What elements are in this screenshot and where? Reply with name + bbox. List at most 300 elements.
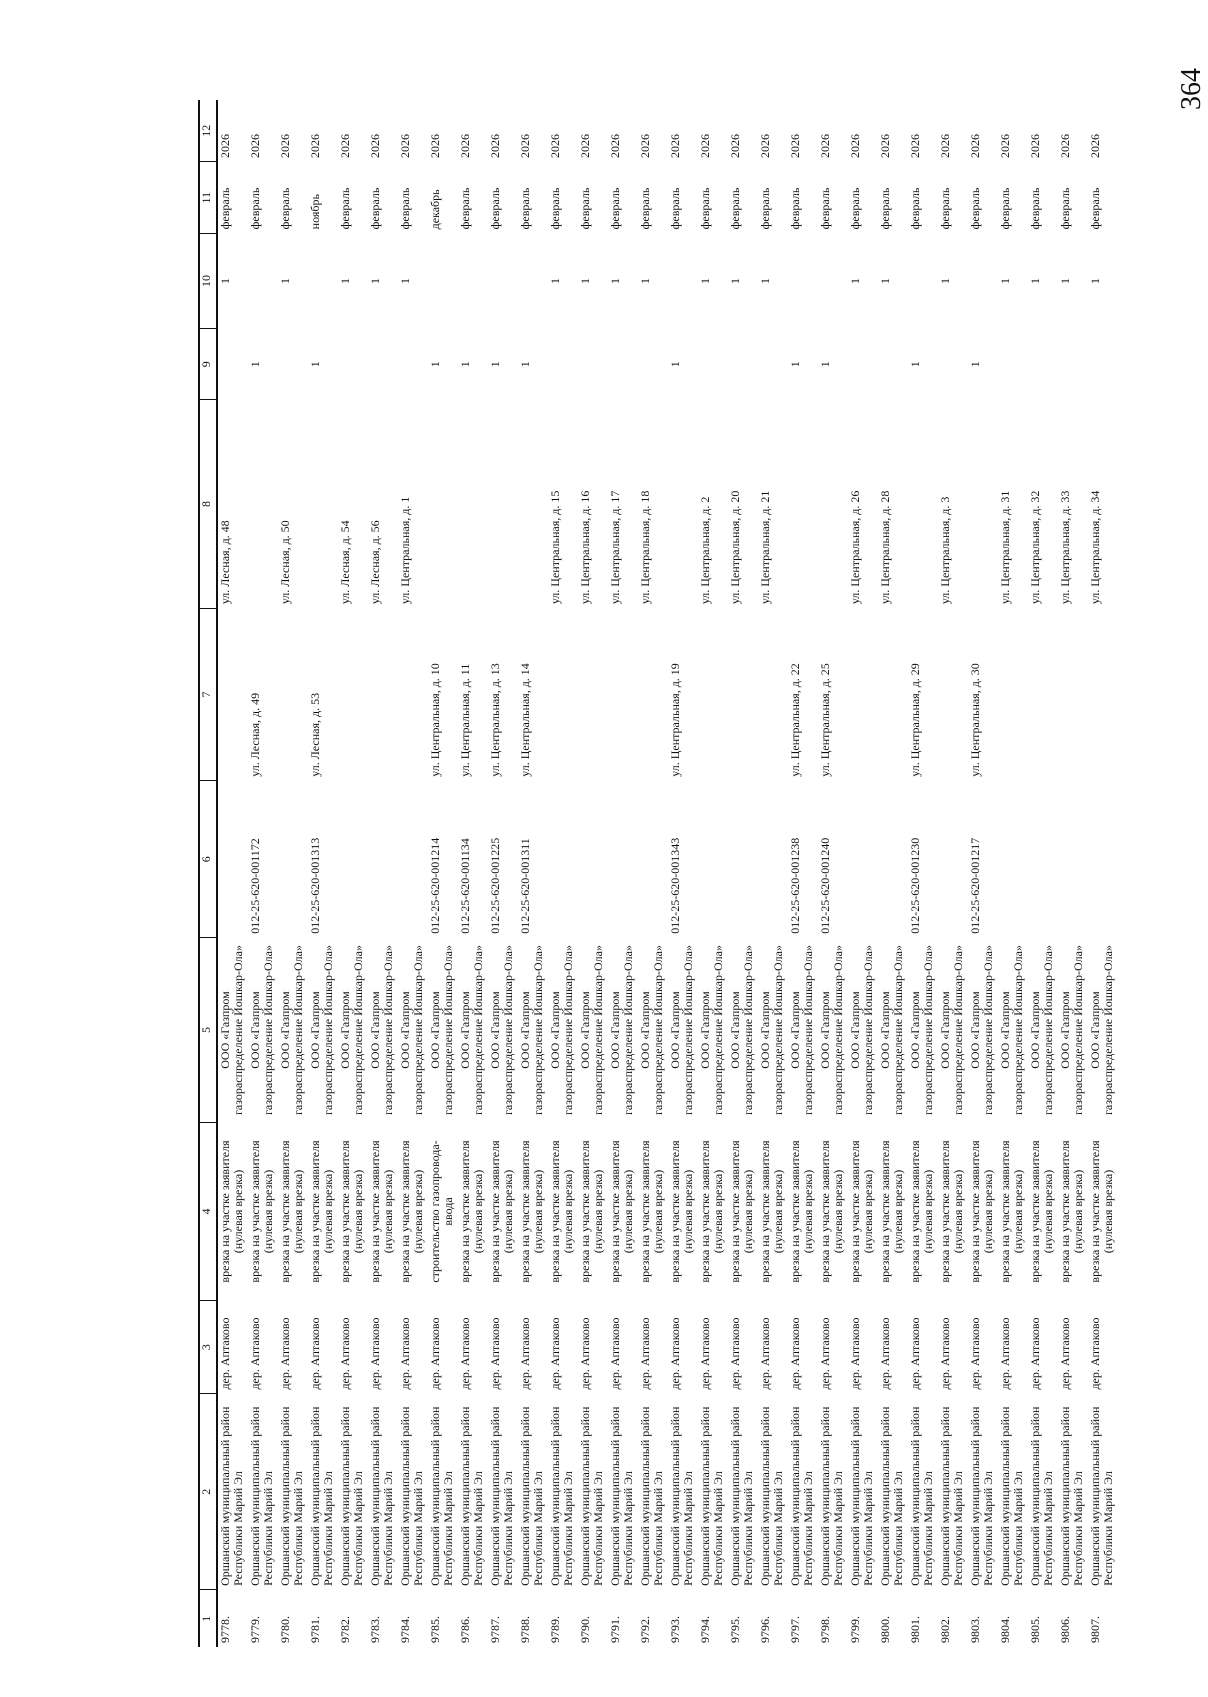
application-code-cell — [998, 781, 1028, 938]
year-cell: 2026 — [818, 133, 832, 158]
application-code-cell — [1088, 781, 1118, 938]
row-number-cell: 9792. — [638, 1616, 652, 1643]
count-cell: 1 — [518, 361, 532, 368]
count-cell — [668, 233, 698, 328]
district-cell: Оршанский муниципальный район Республики Марий Эл — [248, 1406, 275, 1586]
district-cell: Оршанский муниципальный район Республики Марий Эл — [818, 1406, 845, 1586]
month-cell: февраль — [968, 187, 982, 230]
table-row — [698, 100, 728, 1647]
month-cell: февраль — [908, 187, 922, 230]
row-number-cell: 9785. — [428, 1616, 442, 1643]
work-type-cell: врезка на участке заявителя (нулевая врезка) — [788, 1140, 815, 1283]
month-cell: декабрь — [428, 189, 442, 230]
village-cell: дер. Аптаково — [968, 1317, 982, 1390]
district-cell: Оршанский муниципальный район Республики Марий Эл — [488, 1406, 515, 1586]
district-cell: Оршанский муниципальный район Республики Марий Эл — [308, 1406, 335, 1586]
row-number-cell: 9788. — [518, 1616, 532, 1643]
application-code-cell — [278, 781, 308, 938]
organization-cell: ООО «Газпром газораспределение Йошкар-Ола» — [818, 945, 845, 1115]
month-cell: февраль — [458, 187, 472, 230]
row-number-cell: 9787. — [488, 1616, 502, 1643]
application-code-cell — [938, 781, 968, 938]
year-cell: 2026 — [758, 133, 772, 158]
year-cell: 2026 — [308, 133, 322, 158]
year-cell: 2026 — [338, 133, 352, 158]
work-type-cell: врезка на участке заявителя (нулевая врезка) — [578, 1140, 605, 1283]
count-cell: 1 — [818, 361, 832, 368]
row-number-cell: 9782. — [338, 1616, 352, 1643]
address-cell — [728, 608, 758, 781]
application-code-cell — [698, 781, 728, 938]
year-cell: 2026 — [368, 133, 382, 158]
table-row — [217, 100, 248, 1647]
organization-cell: ООО «Газпром газораспределение Йошкар-Ола» — [578, 945, 605, 1115]
table-row — [968, 100, 998, 1647]
village-cell: дер. Аптаково — [1028, 1317, 1042, 1390]
column-header: 10 — [199, 233, 217, 328]
table-row — [248, 100, 278, 1647]
district-cell: Оршанский муниципальный район Республики Марий Эл — [668, 1406, 695, 1586]
count-cell: 1 — [218, 277, 232, 284]
row-number-cell: 9802. — [938, 1616, 952, 1643]
application-code-cell: 012-25-620-001217 — [968, 837, 982, 934]
village-cell: дер. Аптаково — [818, 1317, 832, 1390]
year-cell: 2026 — [698, 133, 712, 158]
table-row — [758, 100, 788, 1647]
count-cell: 1 — [788, 361, 802, 368]
address-cell: ул. Центральная, д. 13 — [488, 663, 502, 777]
village-cell: дер. Аптаково — [278, 1317, 292, 1390]
address-cell: ул. Лесная, д. 56 — [368, 520, 382, 605]
year-cell: 2026 — [428, 133, 442, 158]
organization-cell: ООО «Газпром газораспределение Йошкар-Ола» — [848, 945, 875, 1115]
application-code-cell — [878, 781, 908, 938]
organization-cell: ООО «Газпром газораспределение Йошкар-Ола» — [608, 945, 635, 1115]
year-cell: 2026 — [608, 133, 622, 158]
application-code-cell — [578, 781, 608, 938]
address-cell — [638, 608, 668, 781]
count-cell — [1088, 329, 1118, 400]
application-code-cell: 012-25-620-001172 — [248, 838, 262, 934]
village-cell: дер. Аптаково — [998, 1317, 1012, 1390]
count-cell: 1 — [638, 277, 652, 284]
row-number-cell: 9796. — [758, 1616, 772, 1643]
work-type-cell: врезка на участке заявителя (нулевая врезка) — [518, 1140, 545, 1283]
district-cell: Оршанский муниципальный район Республики Марий Эл — [458, 1406, 485, 1586]
address-cell: ул. Центральная, д. 31 — [998, 490, 1012, 605]
organization-cell: ООО «Газпром газораспределение Йошкар-Ола» — [308, 945, 335, 1115]
count-cell — [698, 329, 728, 400]
table-row — [728, 100, 758, 1647]
count-cell: 1 — [1058, 277, 1072, 284]
organization-cell: ООО «Газпром газораспределение Йошкар-Ола» — [878, 945, 905, 1115]
table-row — [428, 100, 458, 1647]
year-cell: 2026 — [398, 133, 412, 158]
work-type-cell: врезка на участке заявителя (нулевая врезка) — [758, 1140, 785, 1283]
address-cell: ул. Центральная, д. 1 — [398, 496, 412, 605]
district-cell: Оршанский муниципальный район Республики Марий Эл — [698, 1406, 725, 1586]
work-type-cell: врезка на участке заявителя (нулевая врезка) — [308, 1140, 335, 1283]
row-number-cell: 9779. — [248, 1616, 262, 1643]
table-row — [848, 100, 878, 1647]
row-number-cell: 9791. — [608, 1616, 622, 1643]
village-cell: дер. Аптаково — [698, 1317, 712, 1390]
count-cell: 1 — [1028, 277, 1042, 284]
work-type-cell: врезка на участке заявителя (нулевая врезка) — [668, 1140, 695, 1283]
district-cell: Оршанский муниципальный район Республики Марий Эл — [728, 1406, 755, 1586]
organization-cell: ООО «Газпром газораспределение Йошкар-Ола» — [968, 945, 995, 1115]
application-code-cell — [338, 781, 368, 938]
count-cell: 1 — [668, 361, 682, 368]
application-code-cell: 012-25-620-001311 — [518, 838, 532, 934]
address-cell: ул. Лесная, д. 49 — [248, 692, 262, 777]
organization-cell: ООО «Газпром газораспределение Йошкар-Ола» — [758, 945, 785, 1115]
row-number-cell: 9807. — [1088, 1616, 1102, 1643]
district-cell: Оршанский муниципальный район Республики Марий Эл — [758, 1406, 785, 1586]
application-code-cell: 012-25-620-001225 — [488, 837, 502, 934]
district-cell: Оршанский муниципальный район Республики Марий Эл — [518, 1406, 545, 1586]
table-row — [458, 100, 488, 1647]
address-cell — [248, 400, 278, 608]
count-cell — [518, 233, 548, 328]
work-type-cell: врезка на участке заявителя (нулевая врезка) — [638, 1140, 665, 1283]
count-cell — [428, 233, 458, 328]
column-header: 3 — [199, 1301, 217, 1394]
address-cell — [548, 608, 578, 781]
village-cell: дер. Аптаково — [638, 1317, 652, 1390]
village-cell: дер. Аптаково — [248, 1317, 262, 1390]
address-cell: ул. Центральная, д. 29 — [908, 663, 922, 777]
table-row — [398, 100, 428, 1647]
address-cell: ул. Центральная, д. 28 — [878, 490, 892, 605]
work-type-cell: врезка на участке заявителя (нулевая врезка) — [398, 1140, 425, 1283]
address-cell — [608, 608, 638, 781]
count-cell — [818, 233, 848, 328]
count-cell — [758, 329, 788, 400]
month-cell: февраль — [578, 187, 592, 230]
district-cell: Оршанский муниципальный район Республики Марий Эл — [548, 1406, 575, 1586]
village-cell: дер. Аптаково — [488, 1317, 502, 1390]
address-cell — [938, 608, 968, 781]
count-cell — [968, 233, 998, 328]
application-code-cell: 012-25-620-001230 — [908, 837, 922, 934]
table-row — [1088, 100, 1118, 1647]
year-cell: 2026 — [548, 133, 562, 158]
work-type-cell: врезка на участке заявителя (нулевая врезка) — [548, 1140, 575, 1283]
month-cell: февраль — [848, 187, 862, 230]
table-row — [788, 100, 818, 1647]
year-cell: 2026 — [908, 133, 922, 158]
address-cell — [788, 400, 818, 608]
village-cell: дер. Аптаково — [428, 1317, 442, 1390]
year-cell: 2026 — [728, 133, 742, 158]
year-cell: 2026 — [638, 133, 652, 158]
organization-cell: ООО «Газпром газораспределение Йошкар-Ола» — [398, 945, 425, 1115]
month-cell: февраль — [1028, 187, 1042, 230]
row-number-cell: 9804. — [998, 1616, 1012, 1643]
address-cell: ул. Центральная, д. 16 — [578, 490, 592, 605]
month-cell: февраль — [218, 187, 232, 230]
count-cell — [248, 233, 278, 328]
month-cell: февраль — [248, 187, 262, 230]
address-cell: ул. Центральная, д. 11 — [458, 663, 472, 777]
village-cell: дер. Аптаково — [548, 1317, 562, 1390]
address-cell — [398, 608, 428, 781]
organization-cell: ООО «Газпром газораспределение Йошкар-Ола» — [728, 945, 755, 1115]
count-cell — [338, 329, 368, 400]
work-type-cell: врезка на участке заявителя (нулевая врезка) — [248, 1140, 275, 1283]
column-header: 7 — [199, 608, 217, 781]
row-number-cell: 9783. — [368, 1616, 382, 1643]
year-cell: 2026 — [848, 133, 862, 158]
address-cell — [488, 400, 518, 608]
month-cell: февраль — [398, 187, 412, 230]
page-number: 364 — [1176, 68, 1207, 110]
count-cell: 1 — [338, 277, 352, 284]
address-cell — [1088, 608, 1118, 781]
year-cell: 2026 — [1028, 133, 1042, 158]
village-cell: дер. Аптаково — [218, 1317, 232, 1390]
column-header: 6 — [199, 781, 217, 938]
address-cell: ул. Центральная, д. 34 — [1088, 490, 1102, 605]
organization-cell: ООО «Газпром газораспределение Йошкар-Ола» — [428, 945, 455, 1115]
count-cell: 1 — [938, 277, 952, 284]
address-cell — [458, 400, 488, 608]
month-cell: февраль — [698, 187, 712, 230]
application-code-cell — [848, 781, 878, 938]
count-cell — [848, 329, 878, 400]
month-cell: февраль — [788, 187, 802, 230]
count-cell: 1 — [428, 361, 442, 368]
address-cell — [1028, 608, 1058, 781]
month-cell: февраль — [278, 187, 292, 230]
rotated-table-sheet — [198, 100, 1182, 1647]
count-cell: 1 — [488, 361, 502, 368]
year-cell: 2026 — [218, 133, 232, 158]
address-cell: ул. Центральная, д. 2 — [698, 496, 712, 605]
village-cell: дер. Аптаково — [788, 1317, 802, 1390]
table-row — [1028, 100, 1058, 1647]
application-code-cell: 012-25-620-001214 — [428, 837, 442, 934]
table-row — [548, 100, 578, 1647]
row-number-cell: 9798. — [818, 1616, 832, 1643]
month-cell: февраль — [728, 187, 742, 230]
application-code-cell: 012-25-620-001238 — [788, 837, 802, 934]
organization-cell: ООО «Газпром газораспределение Йошкар-Ола» — [998, 945, 1025, 1115]
application-code-cell — [1058, 781, 1088, 938]
month-cell: ноябрь — [308, 194, 322, 230]
organization-cell: ООО «Газпром газораспределение Йошкар-Ола» — [368, 945, 395, 1115]
village-cell: дер. Аптаково — [368, 1317, 382, 1390]
count-cell: 1 — [998, 277, 1012, 284]
month-cell: февраль — [608, 187, 622, 230]
address-cell: ул. Центральная, д. 14 — [518, 663, 532, 777]
count-cell — [578, 329, 608, 400]
column-header: 5 — [199, 938, 217, 1122]
address-cell — [368, 608, 398, 781]
district-cell: Оршанский муниципальный район Республики Марий Эл — [638, 1406, 665, 1586]
count-cell: 1 — [878, 277, 892, 284]
application-code-cell — [398, 781, 428, 938]
organization-cell: ООО «Газпром газораспределение Йошкар-Ола» — [1058, 945, 1085, 1115]
count-cell: 1 — [968, 361, 982, 368]
month-cell: февраль — [638, 187, 652, 230]
header-row — [199, 100, 217, 1647]
count-cell: 1 — [308, 361, 322, 368]
table-row — [668, 100, 698, 1647]
address-cell: ул. Центральная, д. 25 — [818, 663, 832, 777]
village-cell: дер. Аптаково — [938, 1317, 952, 1390]
year-cell: 2026 — [488, 133, 502, 158]
count-cell: 1 — [758, 277, 772, 284]
address-cell — [908, 400, 938, 608]
table-row — [1058, 100, 1088, 1647]
month-cell: февраль — [1058, 187, 1072, 230]
table-row — [578, 100, 608, 1647]
table-row — [938, 100, 968, 1647]
row-number-cell: 9789. — [548, 1616, 562, 1643]
work-type-cell: врезка на участке заявителя (нулевая врезка) — [998, 1140, 1025, 1283]
table-row — [278, 100, 308, 1647]
address-cell: ул. Центральная, д. 21 — [758, 490, 772, 605]
column-header: 4 — [199, 1122, 217, 1301]
count-cell: 1 — [848, 277, 862, 284]
count-cell — [548, 329, 578, 400]
organization-cell: ООО «Газпром газораспределение Йошкар-Ола» — [908, 945, 935, 1115]
district-cell: Оршанский муниципальный район Республики Марий Эл — [338, 1406, 365, 1586]
count-cell: 1 — [548, 277, 562, 284]
column-header: 1 — [199, 1590, 217, 1647]
work-type-cell: врезка на участке заявителя (нулевая врезка) — [968, 1140, 995, 1283]
address-cell: ул. Лесная, д. 53 — [308, 692, 322, 777]
organization-cell: ООО «Газпром газораспределение Йошкар-Ола» — [668, 945, 695, 1115]
work-type-cell: строительство газопровода-ввода — [428, 1140, 455, 1283]
count-cell: 1 — [578, 277, 592, 284]
address-cell: ул. Центральная, д. 17 — [608, 490, 622, 605]
year-cell: 2026 — [518, 133, 532, 158]
column-header: 9 — [199, 329, 217, 400]
address-cell: ул. Лесная, д. 48 — [218, 520, 232, 605]
application-code-cell — [758, 781, 788, 938]
address-cell — [278, 608, 308, 781]
schedule-table — [198, 100, 1118, 1647]
address-cell — [878, 608, 908, 781]
application-code-cell — [548, 781, 578, 938]
district-cell: Оршанский муниципальный район Республики Марий Эл — [578, 1406, 605, 1586]
address-cell: ул. Центральная, д. 33 — [1058, 490, 1072, 605]
application-code-cell — [728, 781, 758, 938]
address-cell — [848, 608, 878, 781]
district-cell: Оршанский муниципальный район Республики Марий Эл — [908, 1406, 935, 1586]
count-cell: 1 — [398, 277, 412, 284]
address-cell: ул. Центральная, д. 3 — [938, 496, 952, 605]
year-cell: 2026 — [1058, 133, 1072, 158]
village-cell: дер. Аптаково — [458, 1317, 472, 1390]
count-cell: 1 — [728, 277, 742, 284]
count-cell: 1 — [698, 277, 712, 284]
row-number-cell: 9799. — [848, 1616, 862, 1643]
address-cell — [428, 400, 458, 608]
count-cell — [878, 329, 908, 400]
address-cell: ул. Центральная, д. 32 — [1028, 490, 1042, 605]
district-cell: Оршанский муниципальный район Республики Марий Эл — [998, 1406, 1025, 1586]
work-type-cell: врезка на участке заявителя (нулевая врезка) — [938, 1140, 965, 1283]
table-row — [908, 100, 938, 1647]
count-cell — [1028, 329, 1058, 400]
year-cell: 2026 — [938, 133, 952, 158]
address-cell: ул. Центральная, д. 20 — [728, 490, 742, 605]
table-row — [818, 100, 848, 1647]
village-cell: дер. Аптаково — [338, 1317, 352, 1390]
year-cell: 2026 — [998, 133, 1012, 158]
address-cell — [518, 400, 548, 608]
address-cell — [998, 608, 1028, 781]
count-cell: 1 — [908, 361, 922, 368]
row-number-cell: 9801. — [908, 1616, 922, 1643]
year-cell: 2026 — [668, 133, 682, 158]
address-cell — [818, 400, 848, 608]
year-cell: 2026 — [458, 133, 472, 158]
row-number-cell: 9806. — [1058, 1616, 1072, 1643]
month-cell: февраль — [548, 187, 562, 230]
year-cell: 2026 — [968, 133, 982, 158]
work-type-cell: врезка на участке заявителя (нулевая врезка) — [848, 1140, 875, 1283]
month-cell: февраль — [338, 187, 352, 230]
application-code-cell — [608, 781, 638, 938]
table-row — [308, 100, 338, 1647]
district-cell: Оршанский муниципальный район Республики Марий Эл — [1028, 1406, 1055, 1586]
month-cell: февраль — [998, 187, 1012, 230]
organization-cell: ООО «Газпром газораспределение Йошкар-Ола» — [638, 945, 665, 1115]
work-type-cell: врезка на участке заявителя (нулевая врезка) — [608, 1140, 635, 1283]
table-row — [518, 100, 548, 1647]
district-cell: Оршанский муниципальный район Республики Марий Эл — [278, 1406, 305, 1586]
month-cell: февраль — [668, 187, 682, 230]
application-code-cell: 012-25-620-001313 — [308, 837, 322, 934]
count-cell — [998, 329, 1028, 400]
count-cell: 1 — [1088, 277, 1102, 284]
application-code-cell: 012-25-620-001343 — [668, 837, 682, 934]
organization-cell: ООО «Газпром газораспределение Йошкар-Ола» — [1028, 945, 1055, 1115]
month-cell: февраль — [938, 187, 952, 230]
count-cell — [458, 233, 488, 328]
application-code-cell — [638, 781, 668, 938]
address-cell — [578, 608, 608, 781]
column-header: 8 — [199, 400, 217, 608]
district-cell: Оршанский муниципальный район Республики Марий Эл — [968, 1406, 995, 1586]
district-cell: Оршанский муниципальный район Республики Марий Эл — [878, 1406, 905, 1586]
organization-cell: ООО «Газпром газораспределение Йошкар-Ола» — [548, 945, 575, 1115]
year-cell: 2026 — [578, 133, 592, 158]
row-number-cell: 9805. — [1028, 1616, 1042, 1643]
village-cell: дер. Аптаково — [1058, 1317, 1072, 1390]
district-cell: Оршанский муниципальный район Республики Марий Эл — [938, 1406, 965, 1586]
village-cell: дер. Аптаково — [668, 1317, 682, 1390]
work-type-cell: врезка на участке заявителя (нулевая врезка) — [488, 1140, 515, 1283]
organization-cell: ООО «Газпром газораспределение Йошкар-Ола» — [698, 945, 725, 1115]
month-cell: февраль — [1088, 187, 1102, 230]
row-number-cell: 9803. — [968, 1616, 982, 1643]
work-type-cell: врезка на участке заявителя (нулевая врезка) — [818, 1140, 845, 1283]
district-cell: Оршанский муниципальный район Республики Марий Эл — [608, 1406, 635, 1586]
table-row — [338, 100, 368, 1647]
year-cell: 2026 — [788, 133, 802, 158]
work-type-cell: врезка на участке заявителя (нулевая врезка) — [728, 1140, 755, 1283]
application-code-cell: 012-25-620-001134 — [458, 838, 472, 934]
count-cell — [398, 329, 428, 400]
district-cell: Оршанский муниципальный район Республики Марий Эл — [218, 1406, 245, 1586]
row-number-cell: 9778. — [218, 1616, 232, 1643]
